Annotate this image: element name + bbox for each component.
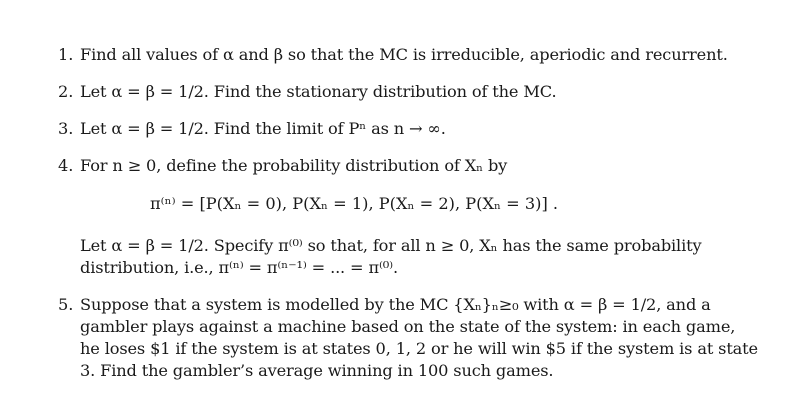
item-number: 4. bbox=[58, 156, 74, 175]
item-text-line: For n ≥ 0, define the probability distribution of Xₙ by bbox=[80, 156, 508, 175]
item-text-line: distribution, i.e., π⁽ⁿ⁾ = π⁽ⁿ⁻¹⁾ = ... = π⁽⁰⁾. bbox=[80, 258, 398, 277]
item-text-line: Let α = β = 1/2. Specify π⁽⁰⁾ so that, for all n ≥ 0, Xₙ has the same probability bbox=[80, 236, 702, 255]
item-text-line: he loses $1 if the system is at states 0, 1, 2 or he will win $5 if the system is at state bbox=[80, 339, 758, 358]
item-number: 5. bbox=[58, 295, 74, 314]
item-text-line: gambler plays against a machine based on the state of the system: in each game, bbox=[80, 317, 736, 336]
item-text-line: 3. Find the gambler’s average winning in 100 such games. bbox=[80, 361, 554, 380]
item-text-line: Suppose that a system is modelled by the MC {Xₙ}ₙ≥₀ with α = β = 1/2, and a bbox=[80, 295, 711, 314]
item-text-line: Let α = β = 1/2. Find the stationary distribution of the MC. bbox=[80, 82, 557, 101]
item-number: 2. bbox=[58, 82, 74, 101]
item-number: 3. bbox=[58, 119, 74, 138]
distribution-equation: π⁽ⁿ⁾ = [P(Xₙ = 0), P(Xₙ = 1), P(Xₙ = 2), P(Xₙ = 3)] . bbox=[150, 194, 559, 213]
item-number: 1. bbox=[58, 45, 74, 64]
item-text-line: Let α = β = 1/2. Find the limit of Pⁿ as n → ∞. bbox=[80, 119, 446, 138]
item-text-line: Find all values of α and β so that the MC is irreducible, aperiodic and recurrent. bbox=[80, 45, 728, 64]
